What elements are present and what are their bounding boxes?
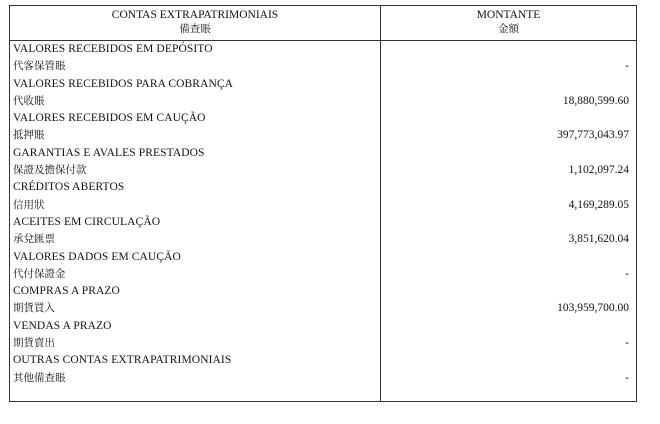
account-label-pt: CRÉDITOS ABERTOS <box>13 181 125 194</box>
account-label-zh: 期貨買入 <box>13 302 55 315</box>
table-row <box>10 127 636 144</box>
account-group <box>10 145 636 180</box>
account-header-pt: CONTAS EXTRAPATRIMONIAIS <box>111 9 279 21</box>
amount-value: 4,169,289.05 <box>568 198 629 211</box>
account-group <box>10 179 636 214</box>
table-row <box>10 214 636 231</box>
amount-value: 1,102,097.24 <box>568 164 629 177</box>
account-label-pt: VALORES RECEBIDOS EM CAUÇÃO <box>13 112 206 125</box>
amount-value: - <box>625 371 629 384</box>
amount-header-zh: 金額 <box>498 23 519 35</box>
table-row <box>10 335 636 352</box>
account-label-pt: GARANTIAS E AVALES PRESTADOS <box>13 146 205 159</box>
table-header <box>10 6 636 41</box>
account-label-pt: VALORES RECEBIDOS EM DEPÓSITO <box>13 43 213 55</box>
table-row <box>10 197 636 214</box>
table-body <box>10 41 636 387</box>
amount-value: 397,773,043.97 <box>557 129 629 142</box>
account-column-header <box>10 6 380 40</box>
account-group <box>10 110 636 145</box>
table-row <box>10 162 636 179</box>
table-row <box>10 58 636 75</box>
table-row <box>10 231 636 248</box>
account-label-zh: 其他備查賬 <box>13 371 66 384</box>
off-balance-sheet-table <box>9 5 637 402</box>
table-row <box>10 179 636 196</box>
table-row <box>10 318 636 335</box>
amount-column-header <box>381 6 636 40</box>
amount-value: - <box>625 267 629 280</box>
account-label-zh: 信用狀 <box>13 198 45 211</box>
account-group <box>10 318 636 353</box>
table-row <box>10 266 636 283</box>
table-row <box>10 249 636 266</box>
account-group <box>10 41 636 76</box>
amount-value: 18,880,599.60 <box>562 94 629 107</box>
account-label-zh: 保證及擔保付款 <box>13 164 87 177</box>
account-group <box>10 76 636 111</box>
amount-value: 103,959,700.00 <box>557 302 629 315</box>
account-group <box>10 352 636 387</box>
account-label-zh: 期貨賣出 <box>13 337 55 350</box>
account-label-pt: VENDAS A PRAZO <box>13 319 112 332</box>
account-label-pt: OUTRAS CONTAS EXTRAPATRIMONIAIS <box>13 354 232 367</box>
table-row <box>10 110 636 127</box>
account-label-zh: 代客保管賬 <box>13 60 66 73</box>
table-row <box>10 76 636 93</box>
table-row <box>10 352 636 369</box>
account-group <box>10 214 636 249</box>
table-row <box>10 145 636 162</box>
table-row <box>10 283 636 300</box>
account-header-zh: 備查賬 <box>179 23 211 35</box>
account-group <box>10 249 636 284</box>
amount-header-pt: MONTANTE <box>476 9 541 21</box>
table-row <box>10 41 636 58</box>
account-label-pt: COMPRAS A PRAZO <box>13 285 120 298</box>
account-group <box>10 283 636 318</box>
amount-value: - <box>625 60 629 73</box>
table-row <box>10 300 636 317</box>
account-label-zh: 抵押賬 <box>13 129 45 142</box>
account-label-zh: 代收賬 <box>13 94 45 107</box>
account-label-pt: VALORES DADOS EM CAUÇÃO <box>13 250 181 263</box>
amount-value: - <box>625 337 629 350</box>
amount-value: 3,851,620.04 <box>568 233 629 246</box>
account-label-pt: ACEITES EM CIRCULAÇÃO <box>13 215 161 228</box>
table-row <box>10 370 636 387</box>
table-row <box>10 93 636 110</box>
account-label-zh: 承兌匯票 <box>13 233 55 246</box>
account-label-pt: VALORES RECEBIDOS PARA COBRANÇA <box>13 77 234 90</box>
account-label-zh: 代付保證金 <box>13 267 66 280</box>
